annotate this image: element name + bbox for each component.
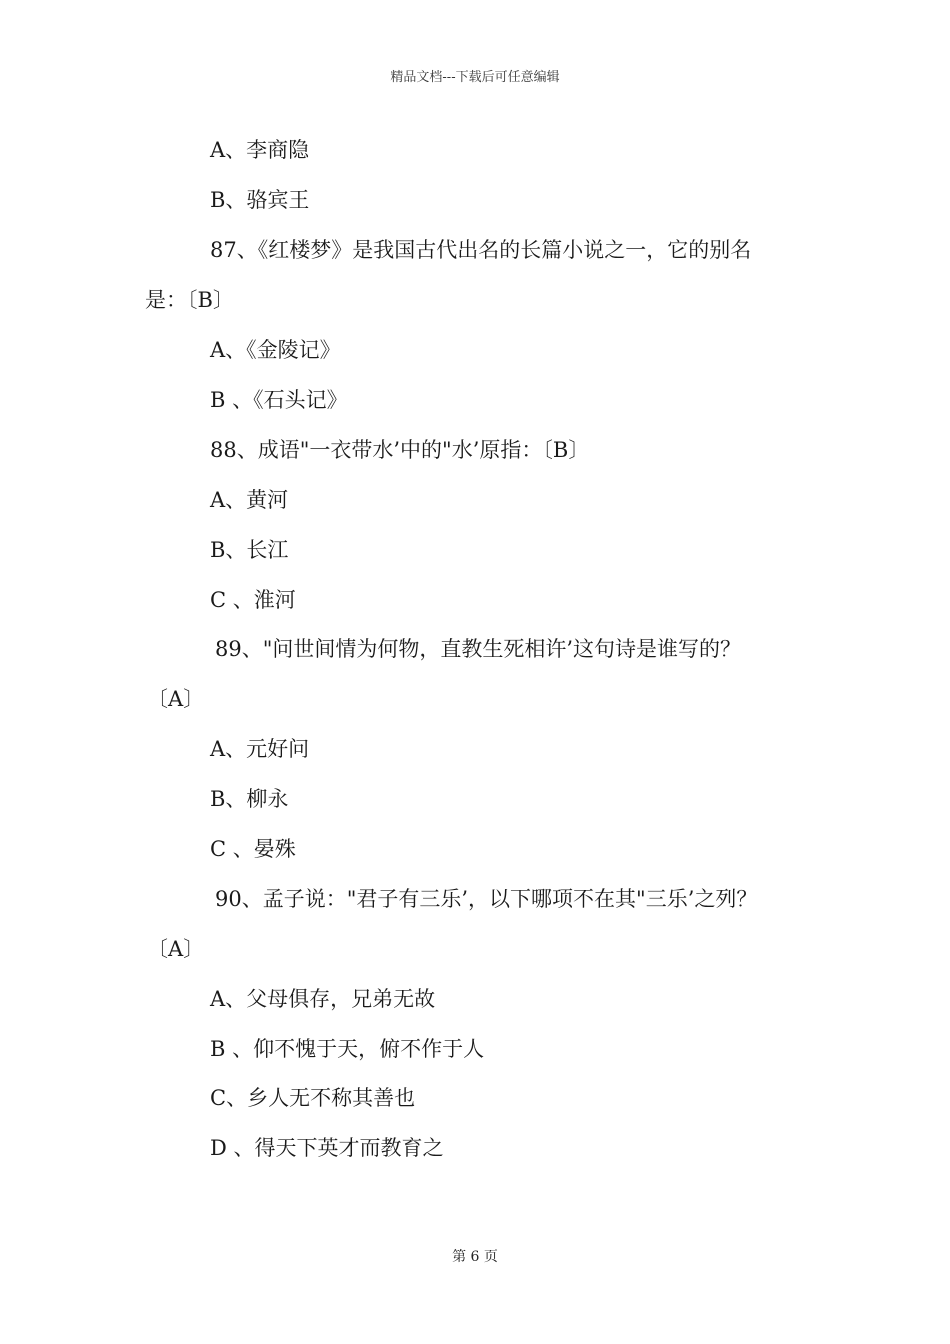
option-line: B 、《石头记》 <box>210 388 348 412</box>
question-continuation: 〔A〕 <box>147 937 205 961</box>
question-continuation: 〔A〕 <box>147 687 205 711</box>
question-line: 87、《红楼梦》是我国古代出名的长篇小说之一，它的别名 <box>210 238 752 262</box>
question-continuation: 是：〔B〕 <box>145 288 234 312</box>
question-line: 90、孟子说："君子有三乐’，以下哪项不在其"三乐’之列？ <box>215 887 758 911</box>
option-line: C、乡人无不称其善也 <box>210 1086 416 1110</box>
option-line: C 、晏殊 <box>210 837 296 861</box>
option-line: C 、淮河 <box>210 588 296 612</box>
option-line: A、元好问 <box>210 737 310 761</box>
option-line: A、《金陵记》 <box>210 338 341 362</box>
question-line: 88、成语"一衣带水’中的"水’原指：〔B〕 <box>210 438 590 462</box>
option-line: A、父母俱存，兄弟无故 <box>210 987 436 1011</box>
option-line: A、李商隐 <box>210 138 310 162</box>
option-line: D 、得天下英才而教育之 <box>210 1136 444 1160</box>
question-line: 89、"问世间情为何物，直教生死相许’这句诗是谁写的？ <box>215 637 742 661</box>
option-line: B、骆宾王 <box>210 188 310 212</box>
option-line: B 、仰不愧于天，俯不作于人 <box>210 1037 485 1061</box>
page-header: 精品文档---下载后可任意编辑 <box>390 70 560 85</box>
page-number: 第 6 页 <box>452 1249 498 1265</box>
option-line: B、柳永 <box>210 787 289 811</box>
option-line: B、长江 <box>210 538 289 562</box>
option-line: A、黄河 <box>210 488 289 512</box>
